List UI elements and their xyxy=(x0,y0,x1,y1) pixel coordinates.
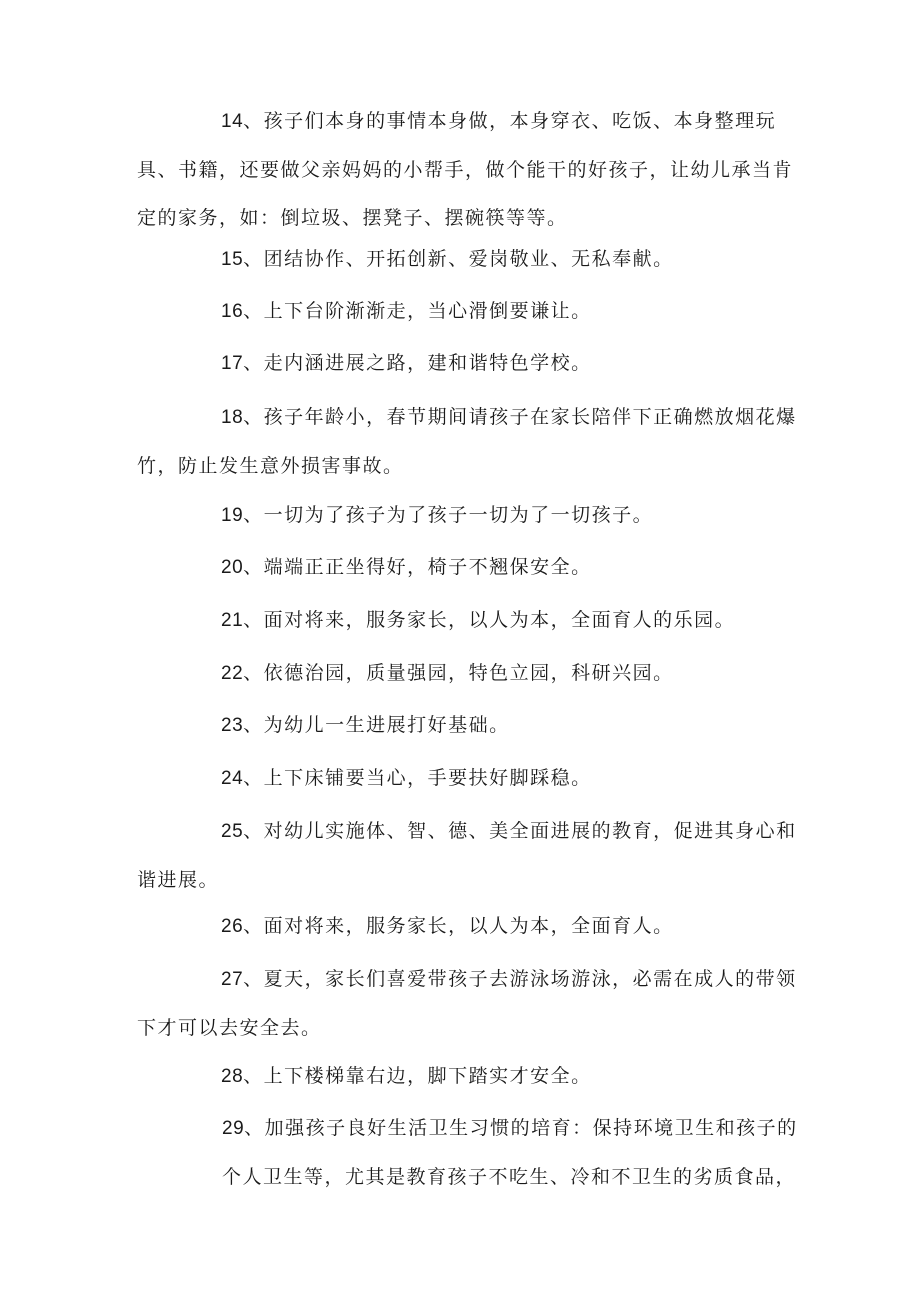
item-number: 21 xyxy=(221,610,244,631)
item-text: 为幼儿一生进展打好基础。 xyxy=(263,714,510,736)
item-number: 18 xyxy=(221,407,244,428)
item-text: 上下床铺要当心，手要扶好脚踩稳。 xyxy=(263,767,592,789)
item-number: 17 xyxy=(221,353,244,374)
list-item-17 xyxy=(137,339,797,388)
item-separator: 、 xyxy=(243,556,264,578)
list-item-29 xyxy=(222,1104,802,1201)
item-text: 一切为了孩子为了孩子一切为了一切孩子。 xyxy=(263,504,654,526)
list-item-22 xyxy=(137,649,797,698)
item-number: 22 xyxy=(221,663,244,684)
list-item-16 xyxy=(137,287,797,336)
item-number: 23 xyxy=(221,715,244,736)
list-item-24 xyxy=(137,754,797,803)
item-separator: 、 xyxy=(243,609,264,631)
item-text: 面对将来，服务家长，以人为本，全面育人的乐园。 xyxy=(263,609,736,631)
item-text: 走内涵进展之路，建和谐特色学校。 xyxy=(263,352,592,374)
item-text: 孩子年龄小，春节期间请孩子在家长陪伴下正确燃放烟花爆竹，防止发生意外损害事故。 xyxy=(137,406,797,477)
list-item-26 xyxy=(137,902,797,951)
item-number: 24 xyxy=(221,768,244,789)
item-text: 夏天，家长们喜爱带孩子去游泳场游泳，必需在成人的带领下才可以去安全去。 xyxy=(137,968,797,1039)
item-number: 29 xyxy=(222,1118,245,1139)
item-text: 对幼儿实施体、智、德、美全面进展的教育，促进其身心和谐进展。 xyxy=(137,820,797,891)
item-text: 上下楼梯靠右边，脚下踏实才安全。 xyxy=(263,1065,592,1087)
list-item-23 xyxy=(137,701,797,750)
item-separator: 、 xyxy=(243,406,264,428)
item-number: 15 xyxy=(221,249,244,270)
item-text: 加强孩子良好生活卫生习惯的培育：保持环境卫生和孩子的个人卫生等，尤其是教育孩子不吃生、冷和不卫生的劣质食品， xyxy=(222,1117,798,1188)
item-text: 端端正正坐得好，椅子不翘保安全。 xyxy=(263,556,592,578)
item-separator: 、 xyxy=(243,248,264,270)
item-separator: 、 xyxy=(243,767,264,789)
item-number: 27 xyxy=(221,969,244,990)
item-separator: 、 xyxy=(243,110,264,132)
list-item-25 xyxy=(137,807,797,904)
item-text: 团结协作、开拓创新、爱岗敬业、无私奉献。 xyxy=(263,248,674,270)
item-number: 28 xyxy=(221,1066,244,1087)
list-item-27 xyxy=(137,955,797,1052)
item-number: 20 xyxy=(221,557,244,578)
item-number: 14 xyxy=(221,111,244,132)
item-number: 19 xyxy=(221,505,244,526)
item-separator: 、 xyxy=(243,820,264,842)
item-separator: 、 xyxy=(243,915,264,937)
item-number: 25 xyxy=(221,821,244,842)
item-separator: 、 xyxy=(243,968,264,990)
item-separator: 、 xyxy=(243,714,264,736)
item-separator: 、 xyxy=(243,504,264,526)
item-separator: 、 xyxy=(244,1117,265,1139)
list-item-21 xyxy=(137,596,797,645)
list-item-19 xyxy=(137,491,797,540)
item-number: 16 xyxy=(221,301,244,322)
item-text: 上下台阶渐渐走，当心滑倒要谦让。 xyxy=(263,300,592,322)
item-separator: 、 xyxy=(243,300,264,322)
item-separator: 、 xyxy=(243,662,264,684)
list-item-15 xyxy=(137,235,797,284)
list-item-18 xyxy=(137,393,797,490)
item-number: 26 xyxy=(221,916,244,937)
item-text: 依德治园，质量强园，特色立园，科研兴园。 xyxy=(263,662,674,684)
item-text: 面对将来，服务家长，以人为本，全面育人。 xyxy=(263,915,674,937)
item-separator: 、 xyxy=(243,352,264,374)
list-item-14 xyxy=(137,97,797,242)
item-separator: 、 xyxy=(243,1065,264,1087)
list-item-20 xyxy=(137,543,797,592)
list-item-28 xyxy=(137,1052,797,1101)
item-text: 孩子们本身的事情本身做，本身穿衣、吃饭、本身整理玩具、书籍，还要做父亲妈妈的小帮手，做个能干的好孩子，让幼儿承当肯定的家务，如：倒垃圾、摆凳子、摆碗筷等等。 xyxy=(137,110,794,229)
